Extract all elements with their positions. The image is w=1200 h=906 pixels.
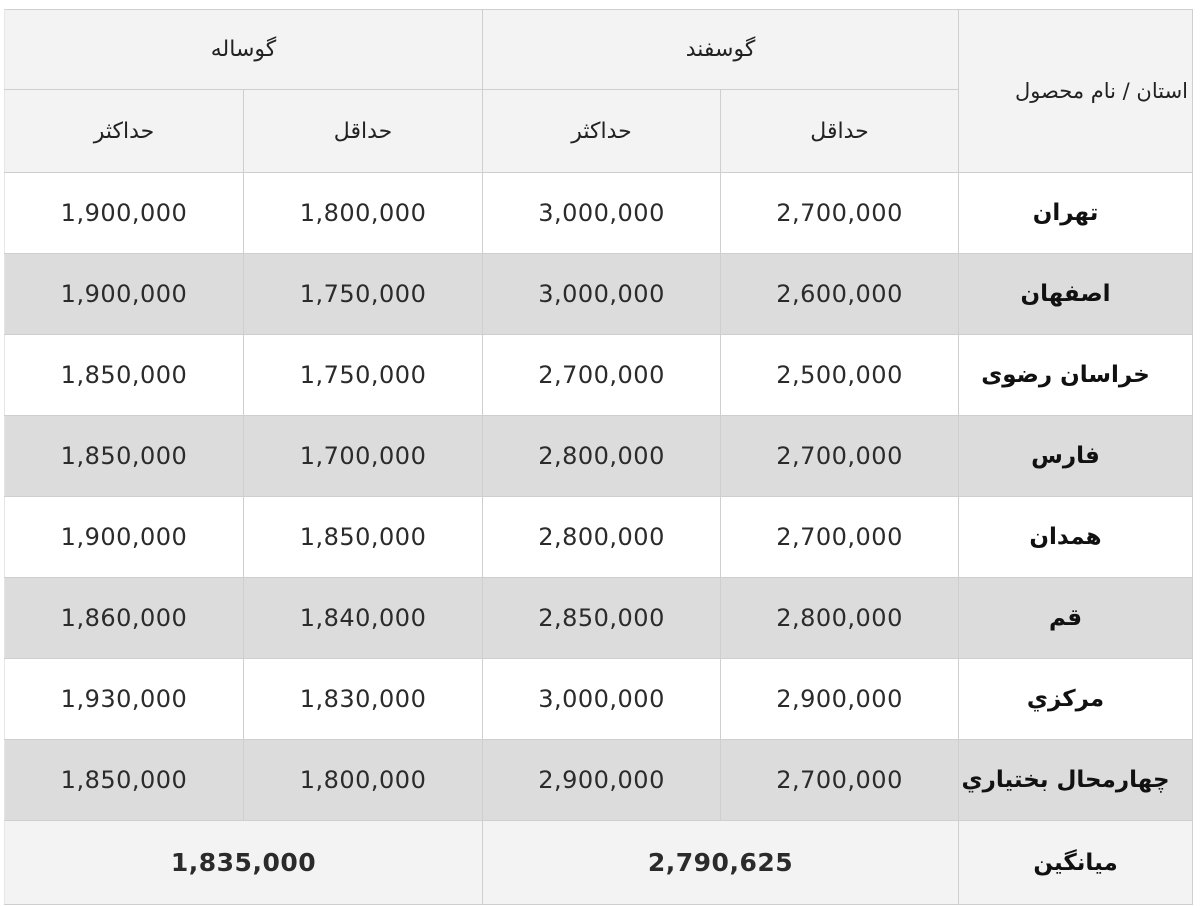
group-header-sheep: گوسفند [483, 10, 959, 90]
table-row [5, 497, 1193, 578]
calf-min-cell: 1,850,000 [244, 497, 483, 578]
calf-max-cell: 1,860,000 [5, 578, 244, 659]
sheep-max-cell: 2,900,000 [483, 740, 721, 821]
calf-min-cell: 1,840,000 [244, 578, 483, 659]
sheep-min-cell: 2,900,000 [721, 659, 959, 740]
calf-max-cell: 1,930,000 [5, 659, 244, 740]
livestock-price-table [4, 9, 1193, 905]
average-row [5, 821, 1193, 905]
calf-max-cell: 1,850,000 [5, 740, 244, 821]
group-header-calf: گوساله [5, 10, 483, 90]
calf-min-cell: 1,750,000 [244, 254, 483, 335]
province-cell: فارس [959, 416, 1193, 497]
province-cell: قم [959, 578, 1193, 659]
calf-max-cell: 1,900,000 [5, 254, 244, 335]
subheader-sheep-min: حداقل [721, 90, 959, 173]
average-label: میانگین [959, 821, 1193, 905]
sheep-min-cell: 2,700,000 [721, 173, 959, 254]
subheader-sheep-max: حداکثر [483, 90, 721, 173]
sheep-max-cell: 3,000,000 [483, 173, 721, 254]
calf-min-cell: 1,750,000 [244, 335, 483, 416]
calf-max-cell: 1,900,000 [5, 497, 244, 578]
calf-min-cell: 1,800,000 [244, 173, 483, 254]
sheep-min-cell: 2,800,000 [721, 578, 959, 659]
calf-max-cell: 1,850,000 [5, 335, 244, 416]
sheep-max-cell: 2,700,000 [483, 335, 721, 416]
sheep-max-cell: 2,800,000 [483, 497, 721, 578]
province-cell: اصفهان [959, 254, 1193, 335]
sheep-min-cell: 2,600,000 [721, 254, 959, 335]
province-cell: تهران [959, 173, 1193, 254]
table-row [5, 740, 1193, 821]
table-row [5, 173, 1193, 254]
sheep-min-cell: 2,700,000 [721, 740, 959, 821]
sheep-max-cell: 2,850,000 [483, 578, 721, 659]
table-row [5, 659, 1193, 740]
subheader-calf-min: حداقل [244, 90, 483, 173]
calf-max-cell: 1,900,000 [5, 173, 244, 254]
province-cell: مرکزي [959, 659, 1193, 740]
corner-header: استان / نام محصول [959, 10, 1193, 173]
subheader-calf-max: حداکثر [5, 90, 244, 173]
sheep-max-cell: 3,000,000 [483, 254, 721, 335]
sheep-min-cell: 2,700,000 [721, 497, 959, 578]
province-cell: خراسان رضوی [959, 335, 1193, 416]
sheep-max-cell: 3,000,000 [483, 659, 721, 740]
province-cell: همدان [959, 497, 1193, 578]
calf-min-cell: 1,800,000 [244, 740, 483, 821]
calf-min-cell: 1,830,000 [244, 659, 483, 740]
sheep-average-value: 2,790,625 [483, 821, 959, 905]
header-row-groups [5, 10, 1193, 90]
table-row [5, 578, 1193, 659]
sheep-min-cell: 2,500,000 [721, 335, 959, 416]
sheep-min-cell: 2,700,000 [721, 416, 959, 497]
table-row [5, 335, 1193, 416]
province-cell: چهارمحال بختياري [959, 740, 1193, 821]
calf-max-cell: 1,850,000 [5, 416, 244, 497]
table-row [5, 254, 1193, 335]
calf-min-cell: 1,700,000 [244, 416, 483, 497]
sheep-max-cell: 2,800,000 [483, 416, 721, 497]
table-row [5, 416, 1193, 497]
calf-average-value: 1,835,000 [5, 821, 483, 905]
